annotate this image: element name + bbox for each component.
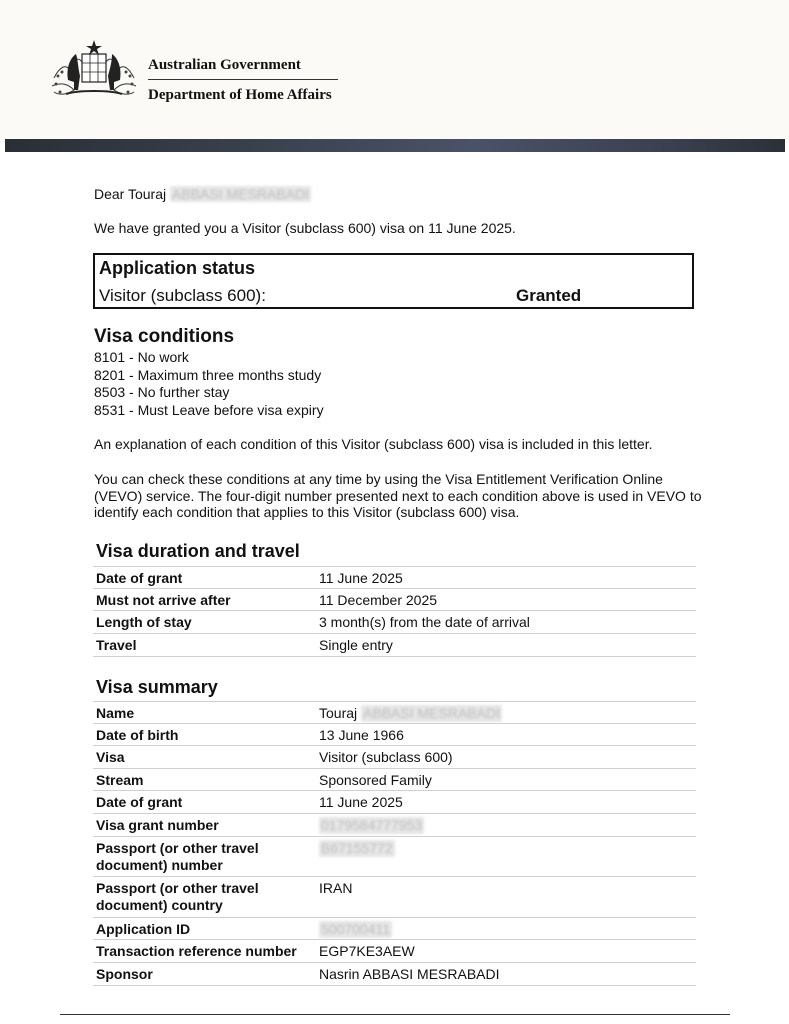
row-value: Sponsored Family [319,772,432,788]
footer-divider [60,1014,730,1015]
table-row [93,791,696,814]
condition-item: 8201 - Maximum three months study [94,366,322,383]
table-row [93,701,696,724]
row-label: Date of grant [96,794,183,810]
visa-conditions-list [94,349,324,420]
redacted-surname: ABBASI MESRABADI [172,186,309,202]
table-row [93,769,696,791]
table-row [93,611,696,634]
table-row [93,566,696,589]
row-label: Passport (or other travel document) number [96,840,259,873]
row-value: 13 June 1966 [319,727,404,743]
row-label: Stream [96,772,144,788]
visa-summary-table [93,701,696,986]
row-value: EGP7KE3AEW [319,943,415,959]
row-value [319,840,395,857]
condition-item: 8503 - No further stay [94,384,230,401]
table-row [93,589,696,611]
row-label: Travel [96,637,137,653]
application-status-visa: Visitor (subclass 600): [99,286,266,305]
table-row [93,940,696,963]
coat-of-arms-icon [48,36,140,102]
row-value: 3 month(s) from the date of arrival [319,614,530,630]
row-label: Name [96,705,135,721]
row-value: Nasrin ABBASI MESRABADI [319,966,500,982]
row-value: 11 June 2025 [319,794,403,810]
visa-summary-heading: Visa summary [96,677,218,697]
application-status-title: Application status [99,258,256,278]
table-row [93,877,696,918]
table-row [93,963,696,986]
row-value: Single entry [319,637,393,653]
row-label: Must not arrive after [96,592,231,608]
table-row [93,634,696,657]
application-status-value: Granted [516,286,582,305]
condition-item: 8101 - No work [94,349,189,365]
table-row [93,746,696,769]
redacted-surname: ABBASI MESRABADI [363,705,500,721]
row-label: Sponsor [96,966,153,982]
greeting [94,186,311,202]
vevo-paragraph: You can check these conditions at any time by using the Visa Entitlement Verification Online (VEVO) service. The four-digit number presented next to each condition above is used in VEVO to identify each condition that applies to this Visitor (subclass 600) visa. [94,471,702,520]
row-label: Date of grant [96,570,183,586]
row-value [319,817,424,834]
conditions-explanation: An explanation of each condition of this Visitor (subclass 600) visa is included in this letter. [94,436,653,452]
visa-conditions-heading: Visa conditions [94,326,235,347]
table-row [93,814,696,837]
row-value: IRAN [319,880,353,896]
row-value: 11 December 2025 [319,592,438,608]
table-row [93,724,696,746]
letterhead [0,0,789,140]
row-value: Visitor (subclass 600) [319,749,453,765]
redacted-passport-number: B67155772 [321,840,393,856]
header-band [5,139,785,152]
government-name: Australian Government [148,57,301,73]
application-status-box [93,253,694,309]
visa-duration-table [93,566,696,657]
redacted-application-id: 500700411 [321,921,391,937]
row-label: Visa grant number [96,817,219,833]
row-label: Application ID [96,921,191,937]
visa-duration-heading: Visa duration and travel [96,541,300,561]
redacted-grant-number: 0179584777953 [321,817,423,833]
condition-item: 8531 - Must Leave before visa expiry [94,402,324,419]
department-name: Department of Home Affairs [148,87,332,103]
grant-sentence: We have granted you a Visitor (subclass 600) visa on 11 June 2025. [94,220,516,236]
row-value [319,921,392,938]
greeting-text: Dear Touraj [94,186,167,202]
letterhead-divider [148,79,338,80]
row-label: Transaction reference number [96,943,297,959]
row-label: Passport (or other travel document) country [96,880,259,913]
given-name: Touraj [319,705,358,721]
table-row [93,918,696,940]
row-label: Length of stay [96,614,192,630]
row-label: Visa [96,749,125,765]
table-row [93,837,696,877]
row-value: 11 June 2025 [319,570,403,586]
row-value [319,705,502,722]
row-label: Date of birth [96,727,179,743]
